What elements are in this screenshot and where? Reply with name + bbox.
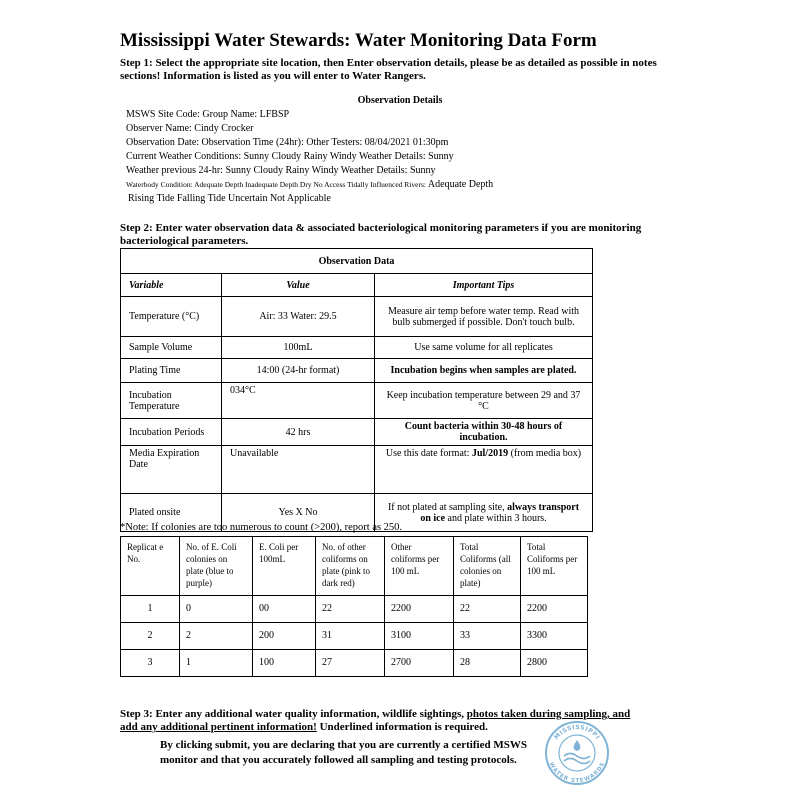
step3-instructions: Step 3: Enter any additional water quality information, wildlife sightings, photos taken during sampling, and add any additional pertinent information! Underlined information is required. [120,708,631,733]
variable-cell: Sample Volume [121,337,222,359]
header-total-coliforms: Total Coliforms (all colonies on plate) [454,537,521,596]
table-row [121,337,593,359]
tip-cell: Measure air temp before water temp. Read with bulb submerged if possible. Don't touch bulb. [375,297,593,337]
table-row [121,359,593,383]
waterbody-condition-options: Waterbody Condition: Adequate Depth Inadequate Depth Dry No Access Tidally Influenced Rivers: [126,180,426,189]
header-variable: Variable [121,274,222,297]
ecoli-per-100ml-cell: 200 [253,623,316,650]
previous-weather-line: Weather previous 24-hr: Sunny Cloudy Rainy Windy Weather Details: Sunny [126,165,436,176]
svg-text:MISSISSIPPI: MISSISSIPPI [553,723,602,741]
header-other-coliforms: No. of other coliforms on plate (pink to dark red) [316,537,385,596]
replicate-cell: 2 [121,623,180,650]
variable-cell: Incubation Temperature [121,383,222,419]
table-row [121,383,593,419]
other-per-100ml-cell: 2200 [385,596,454,623]
header-other-per-100ml: Other coliforms per 100 mL [385,537,454,596]
other-coliforms-cell: 27 [316,650,385,677]
total-per-100ml-cell: 2800 [521,650,588,677]
variable-cell: Incubation Periods [121,419,222,446]
variable-cell: Temperature (°C) [121,297,222,337]
ecoli-per-100ml-cell: 100 [253,650,316,677]
variable-cell: Media Expiration Date [121,446,222,494]
ecoli-colonies-cell: 1 [180,650,253,677]
logo-drop [574,740,581,751]
svg-text:WATER STEWARDS: WATER STEWARDS [547,761,607,785]
variable-cell: Plating Time [121,359,222,383]
logo-wave-2 [564,759,590,764]
colony-header-row [121,537,588,596]
value-cell: 14:00 (24-hr format) [222,359,375,383]
other-per-100ml-cell: 2700 [385,650,454,677]
replicate-cell: 1 [121,596,180,623]
colony-note: *Note: If colonies are too numerous to count (>200), report as 250. [120,522,403,533]
tip-cell: Count bacteria within 30-48 hours of incubation. [375,419,593,446]
tip-cell: Keep incubation temperature between 29 and 37 °C [375,383,593,419]
header-total-per-100ml: Total Coliforms per 100 mL [521,537,588,596]
waterbody-condition-value: Adequate Depth [425,179,494,190]
observation-data-caption: Observation Data [121,249,593,274]
ecoli-colonies-cell: 2 [180,623,253,650]
total-per-100ml-cell: 2200 [521,596,588,623]
logo-wave-1 [564,754,590,759]
tide-line: Rising Tide Falling Tide Uncertain Not Applicable [128,193,331,204]
observation-details [126,108,493,206]
header-replicate: Replicat e No. [121,537,180,596]
table-row [121,419,593,446]
current-weather-line: Current Weather Conditions: Sunny Cloudy Rainy Windy Weather Details: Sunny [126,151,454,162]
header-ecoli-colonies: No. of E. Coli colonies on plate (blue to purple) [180,537,253,596]
other-coliforms-cell: 31 [316,623,385,650]
colony-count-table [120,536,588,677]
total-coliforms-cell: 22 [454,596,521,623]
step1-instructions: Step 1: Select the appropriate site location, then Enter observation details, please be as detailed as possible in notes sections! Information is listed as you will enter to Water Rangers. [120,57,657,82]
tip-cell: Use same volume for all replicates [375,337,593,359]
table-row [121,596,588,623]
observation-data-table [120,248,593,532]
tip-cell: If not plated at sampling site, always transport on ice and plate within 3 hours. [375,494,593,532]
mississippi-water-stewards-logo-icon [544,720,610,786]
total-coliforms-cell: 33 [454,623,521,650]
header-value: Value [222,274,375,297]
header-tips: Important Tips [375,274,593,297]
value-cell: Yes X No [222,494,375,532]
value-cell: Unavailable [222,446,375,494]
page-title: Mississippi Water Stewards: Water Monitoring Data Form [120,30,597,51]
total-coliforms-cell: 28 [454,650,521,677]
table-row [121,623,588,650]
table-row [121,297,593,337]
date-time-line: Observation Date: Observation Time (24hr): Other Testers: 08/04/2021 01:30pm [126,137,449,148]
value-cell: Air: 33 Water: 29.5 [222,297,375,337]
value-cell: 034°C [222,383,375,419]
observation-details-heading: Observation Details [357,95,443,106]
value-cell: 100mL [222,337,375,359]
ecoli-per-100ml-cell: 00 [253,596,316,623]
declaration-text: By clicking submit, you are declaring that you are currently a certified MSWS monitor and that you accurately followed all sampling and testing protocols. [160,739,527,766]
tip-cell: Incubation begins when samples are plated. [375,359,593,383]
header-ecoli-per-100ml: E. Coli per 100mL [253,537,316,596]
replicate-cell: 3 [121,650,180,677]
observer-line: Observer Name: Cindy Crocker [126,123,254,134]
table-row [121,650,588,677]
variable-cell: Plated onsite [121,494,222,532]
tip-cell: Use this date format: Jul/2019 (from media box) [375,446,593,494]
waterbody-condition-line [126,178,493,192]
table-row [121,446,593,494]
ecoli-colonies-cell: 0 [180,596,253,623]
other-per-100ml-cell: 3100 [385,623,454,650]
site-code-line: MSWS Site Code: Group Name: LFBSP [126,109,290,120]
other-coliforms-cell: 22 [316,596,385,623]
total-per-100ml-cell: 3300 [521,623,588,650]
value-cell: 42 hrs [222,419,375,446]
step2-instructions: Step 2: Enter water observation data & associated bacteriological monitoring parameters if you are monitoring bacteriological parameters. [120,222,642,247]
